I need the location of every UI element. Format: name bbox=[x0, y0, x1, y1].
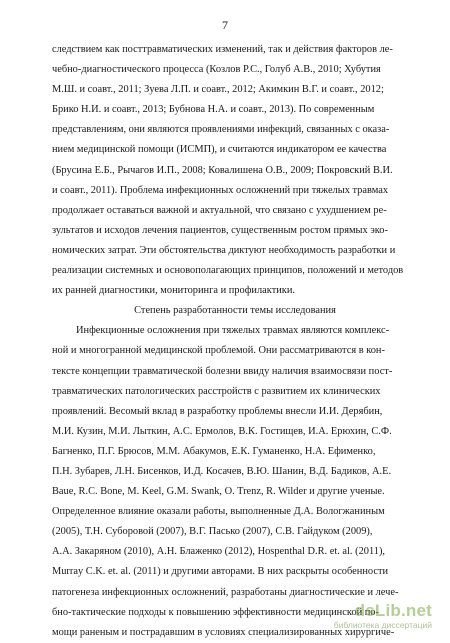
document-body-text bbox=[52, 40, 418, 643]
text-line: чебно-диагностического процесса (Козлов Р.С., Голуб А.В., 2010; Хубутия bbox=[52, 64, 381, 76]
watermark-subtitle: библиотека диссертаций bbox=[333, 620, 432, 630]
text-line: продолжает оставаться важной и актуальной, что связано с ухудшением ре- bbox=[52, 204, 387, 216]
text-line: Определенное влияние оказали работы, выполненные Д.А. Вологжаниным bbox=[52, 506, 385, 518]
text-line: их ранней диагностики, мониторинга и профилактики. bbox=[52, 285, 296, 297]
text-line: патогенеза инфекционных осложнений, разработаны диагностические и лече- bbox=[52, 586, 399, 598]
text-line: зультатов и исходов лечения пациентов, существенным ростом прямых эко- bbox=[52, 224, 388, 236]
text-line: следствием как посттравматических изменений, так и действия факторов ле- bbox=[52, 44, 393, 55]
text-line: А.А. Закаряном (2010), А.Н. Блаженко (2012), Hospenthal D.R. et. al. (2011), bbox=[52, 546, 386, 558]
text-line: Murray C.K. et. al. (2011) и другими авторами. В них раскрыты особенности bbox=[52, 566, 389, 578]
text-line: мощи раненым и пострадавшим в условиях специализированных хирургиче- bbox=[52, 626, 395, 638]
text-line: М.Ш. и соавт., 2011; Зуева Л.П. и соавт., 2012; Акимкин В.Г. и соавт., 2012; bbox=[52, 84, 384, 96]
watermark-logo: dsLib.net bbox=[354, 601, 432, 620]
text-line: Брико Н.И. и соавт., 2013; Бубнова Н.А. и соавт., 2013). По современным bbox=[52, 104, 375, 116]
text-line: Багненко, П.Г. Брюсов, М.М. Абакумов, Е.К. Гуманенко, Н.А. Ефименко, bbox=[52, 445, 376, 457]
text-line: представлениям, они являются проявлениями инфекций, связанных с оказа- bbox=[52, 124, 390, 136]
section-heading: Степень разработанности темы исследования bbox=[134, 305, 336, 317]
text-line: (Брусина Е.Б., Рычагов И.П., 2008; Ковалишена О.В., 2009; Покровский В.И. bbox=[52, 164, 393, 176]
text-line: бно-тактические подходы к повышению эффективности медицинской по- bbox=[52, 606, 379, 618]
text-line: Baue, R.C. Bone, M. Keel, G.M. Swank, O. Trenz, R. Wilder и другие ученые. bbox=[52, 486, 385, 498]
text-line: П.Н. Зубарев, Л.Н. Бисенков, И.Д. Косачев, В.Ю. Шанин, В.Д. Бадиков, А.Е. bbox=[52, 465, 392, 477]
text-line: травматических патологических расстройств с развитием их клинических bbox=[52, 385, 381, 397]
watermark bbox=[312, 602, 432, 630]
text-line: нием медицинской помощи (ИСМП), и считаются индикатором ее качества bbox=[52, 144, 387, 156]
page-number: 7 bbox=[222, 18, 228, 32]
text-line: и соавт., 2011). Проблема инфекционных осложнений при тяжелых травмах bbox=[52, 184, 389, 196]
text-line: номических затрат. Эти обстоятельства диктуют необходимость разработки и bbox=[52, 244, 396, 256]
text-line: тексте концепции травматической болезни ввиду наличия взаимосвязи пост- bbox=[52, 365, 393, 377]
text-line: реализации системных и основополагающих принципов, положений и методов bbox=[52, 265, 404, 277]
text-line: Инфекционные осложнения при тяжелых травмах являются комплекс- bbox=[76, 325, 390, 337]
text-line: М.И. Кузин, М.И. Лыткин, А.С. Ермолов, В.К. Гостищев, И.А. Ерюхин, С.Ф. bbox=[52, 425, 392, 437]
text-line: ной и многогранной медицинской проблемой. Они рассматриваются в кон- bbox=[52, 345, 385, 357]
text-line: (2005), Т.Н. Суборовой (2007), В.Г. Пасько (2007), С.В. Гайдуком (2009), bbox=[52, 526, 373, 538]
text-line: проявлений. Весомый вклад в разработку проблемы внесли И.И. Дерябин, bbox=[52, 405, 383, 417]
